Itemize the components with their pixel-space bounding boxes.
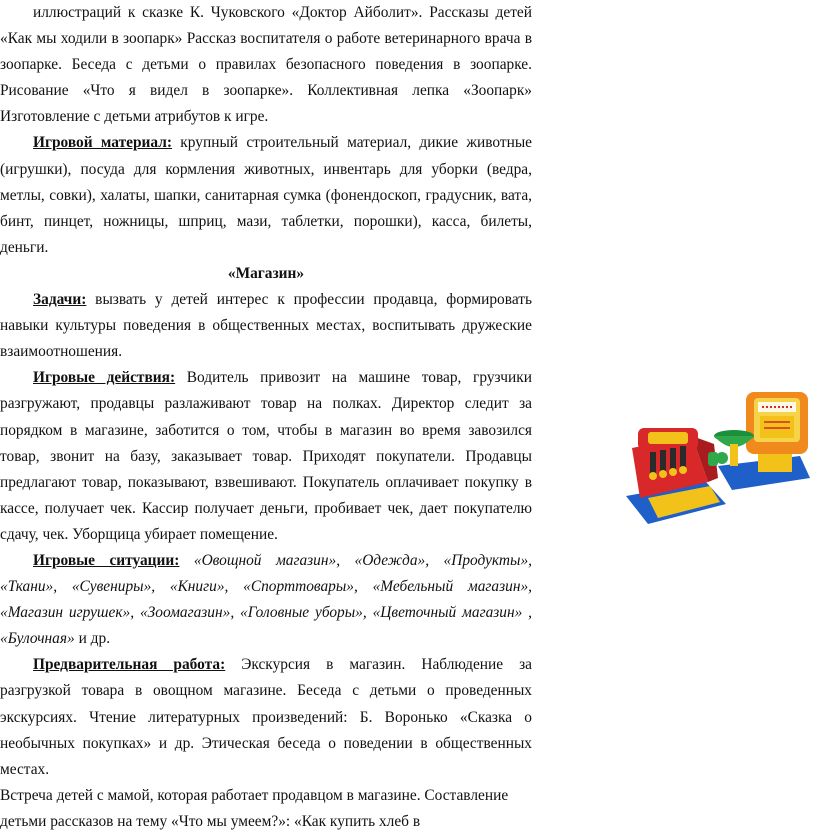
material-paragraph	[0, 130, 532, 260]
material-label: Игровой материал:	[33, 134, 172, 152]
situations-text: «Овощной магазин», «Одежда», «Продукты», «Ткани», «Сувениры», «Книги», «Спорттовары», «Мебельный магазин», «Магазин игрушек», «Зоомагазин», «Головные уборы», «Цветочный магазин» , «Булочная»	[0, 551, 533, 648]
situations-tail: и др.	[74, 630, 111, 648]
bottom-paragraph: Встреча детей с мамой, которая работает продавцом в магазине. Составление детьми рассказов на тему «Что мы умеем?»: «Как купить хлеб в	[0, 786, 509, 830]
section-title: «Магазин»	[227, 264, 305, 282]
top-paragraph: иллюстраций к сказке К. Чуковского «Доктор Айболит». Рассказы детей «Как мы ходили в зоопарк» Рассказ воспитателя о работе ветеринарного врача в зоопарке. Беседа с детьми о правилах безопасного поведения в зоопарке. Рисование «Что я видел в зоопарке». Коллективная лепка «Зоопарк» Изготовление с детьми атрибутов к игре.	[0, 4, 532, 126]
preliminary-text: Экскурсия в магазин. Наблюдение за разгрузкой товара в овощном магазине. Беседа с детьми о проведенных экскурсиях. Чтение литературных произведений: Б. Воронько «Сказка о необычных покупках» и др. Этическая беседа о поведении в общественных местах.	[0, 656, 532, 778]
situations-label: Игровые ситуации:	[33, 551, 180, 569]
toy-cash-register-and-scale-icon	[622, 378, 814, 528]
tasks-text: вызвать у детей интерес к профессии продавца, формировать навыки культуры поведения в общественных местах, воспитывать дружеские взаимоотношения.	[0, 291, 532, 361]
preliminary-label: Предварительная работа:	[33, 656, 226, 674]
actions-text: Водитель привозит на машине товар, грузчики разгружают, продавцы разлаживают товар на полках. Директор следит за порядком в магазине, заботится о том, чтобы в магазин во время завозился товар, звонит на базу, заказывает товар. Приходят покупатели. Продавцы предлагают товар, показывают, взвешивают. Покупатель оплачивает покупку в кассе, получает чек. Кассир получает деньги, пробивает чек, дает покупателю сдачу, чек. Уборщица убирает помещение.	[0, 369, 532, 543]
material-text: крупный строительный материал, дикие животные (игрушки), посуда для кормления животных, инвентарь для уборки (ведра, метлы, совки), халаты, шапки, санитарная сумка (фонендоскоп, градусник, вата, бинт, пинцет, ножницы, шприц, мази, таблетки, порошки), касса, билеты, деньги.	[0, 134, 532, 256]
situations-paragraph	[0, 548, 532, 652]
preliminary-paragraph	[0, 652, 532, 782]
tasks-label: Задачи:	[33, 291, 87, 309]
actions-paragraph	[0, 365, 532, 548]
tasks-paragraph	[0, 287, 532, 365]
actions-label: Игровые действия:	[33, 369, 176, 387]
